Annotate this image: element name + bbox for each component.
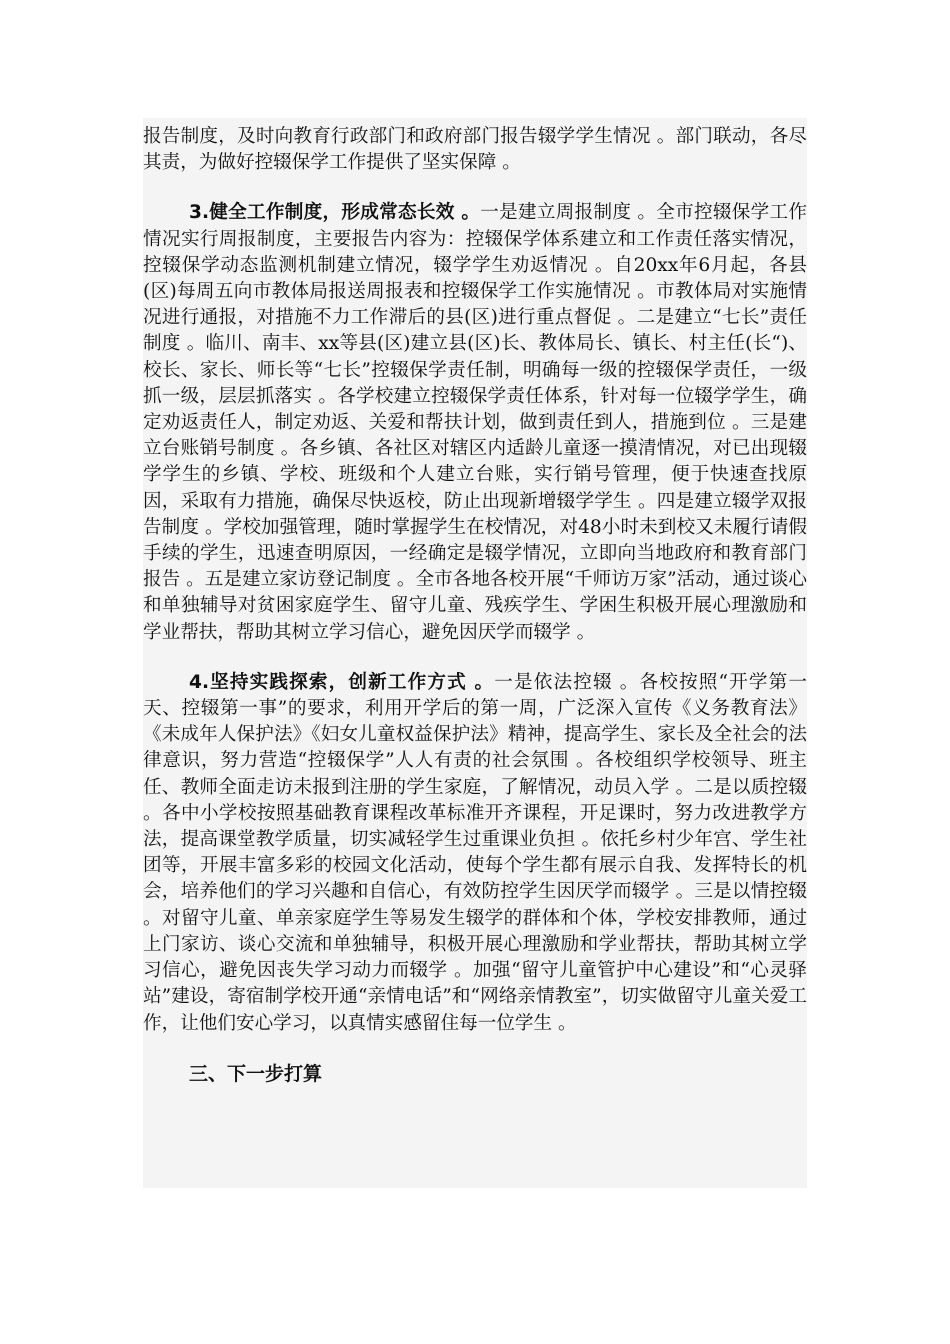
paragraph-practice-exploration (143, 670, 807, 1037)
paragraph-continuation (143, 124, 807, 176)
paragraph-lead: 4.坚持实践探索，创新工作方式 。 (189, 671, 495, 693)
paragraph-text: 一是建立周报制度 。全市控辍保学工作情况实行周报制度，主要报告内容为：控辍保学体系建立和工作责任落实情况，控辍保学动态监测机制建立情况，辍学学生劝返情况 。自20xx年6月起，各县(区)每周五向市教体局报送周报表和控辍保学工作实施情况 。市教体局对实施情况进行通报，对措施不力工作滞后的县(区)进行重点督促 。二是建立“七长”责任制度 。临川、南丰、xx等县(区)建立县(区)长、教体局长、镇长、村主任(长“)、校长、家长、师长等“七长”控辍保学责任制，明确每一级的控辍保学责任，一级抓一级，层层抓落实 。各学校建立控辍保学责任体系，针对每一位辍学学生，确定劝返责任人，制定劝返、关爱和帮扶计划，做到责任到人，措施到位 。三是建立台账销号制度 。各乡镇、各社区对辖区内适龄儿童逐一摸清情况，对已出现辍学学生的乡镇、学校、班级和个人建立台账，实行销号管理，便于快速查找原因，采取有力措施，确保尽快返校，防止出现新增辍学学生 。四是建立辍学双报告制度 。学校加强管理，随时掌握学生在校情况，对48小时未到校又未履行请假手续的学生，迅速查明原因，一经确定是辍学情况，立即向当地政府和教育部门报告 。五是建立家访登记制度 。全市各地各校开展“千师访万家”活动，通过谈心和单独辅导对贫困家庭学生、留守儿童、残疾学生、学困生积极开展心理激励和学业帮扶，帮助其树立学习信心，避免因厌学而辍学 。 (143, 202, 807, 643)
document-page (143, 118, 807, 1188)
document-body (143, 124, 807, 1087)
paragraph-text: 一是依法控辍 。各校按照“开学第一天、控辍第一事”的要求，利用开学后的第一周，广泛深入宣传《义务教育法》《未成年人保护法》《妇女儿童权益保护法》精神，提高学生、家长及全社会的法律意识，努力营造“控辍保学”人人有责的社会氛围 。各校组织学校领导、班主任、教师全面走访未报到注册的学生家庭，了解情况，动员入学 。二是以质控辍 。各中小学校按照基础教育课程改革标准开齐课程，开足课时，努力改进教学方法，提高课堂教学质量，切实减轻学生过重课业负担 。依托乡村少年宫、学生社团等，开展丰富多彩的校园文化活动，使每个学生都有展示自我、发挥特长的机会，培养他们的学习兴趣和自信心，有效防控学生因厌学而辍学 。三是以情控辍 。对留守儿童、单亲家庭学生等易发生辍学的群体和个体，学校安排教师，通过上门家访、谈心交流和单独辅导，积极开展心理激励和学业帮扶，帮助其树立学习信心，避免因丧失学习动力而辍学 。加强“留守儿童管护中心建设”和“心灵驿站”建设，寄宿制学校开通“亲情电话”和“网络亲情教室”，切实做留守儿童关爱工作，让他们安心学习，以真情实感留住每一位学生 。 (143, 671, 807, 1034)
paragraph-work-system (143, 200, 807, 645)
paragraph-lead: 3.健全工作制度，形成常态长效 。 (189, 202, 481, 224)
paragraph-text: 报告制度，及时向教育行政部门和政府部门报告辍学学生情况 。部门联动，各尽其责，为做好控辍保学工作提供了坚实保障 。 (143, 126, 807, 174)
section-heading: 三、下一步打算 (189, 1062, 323, 1085)
